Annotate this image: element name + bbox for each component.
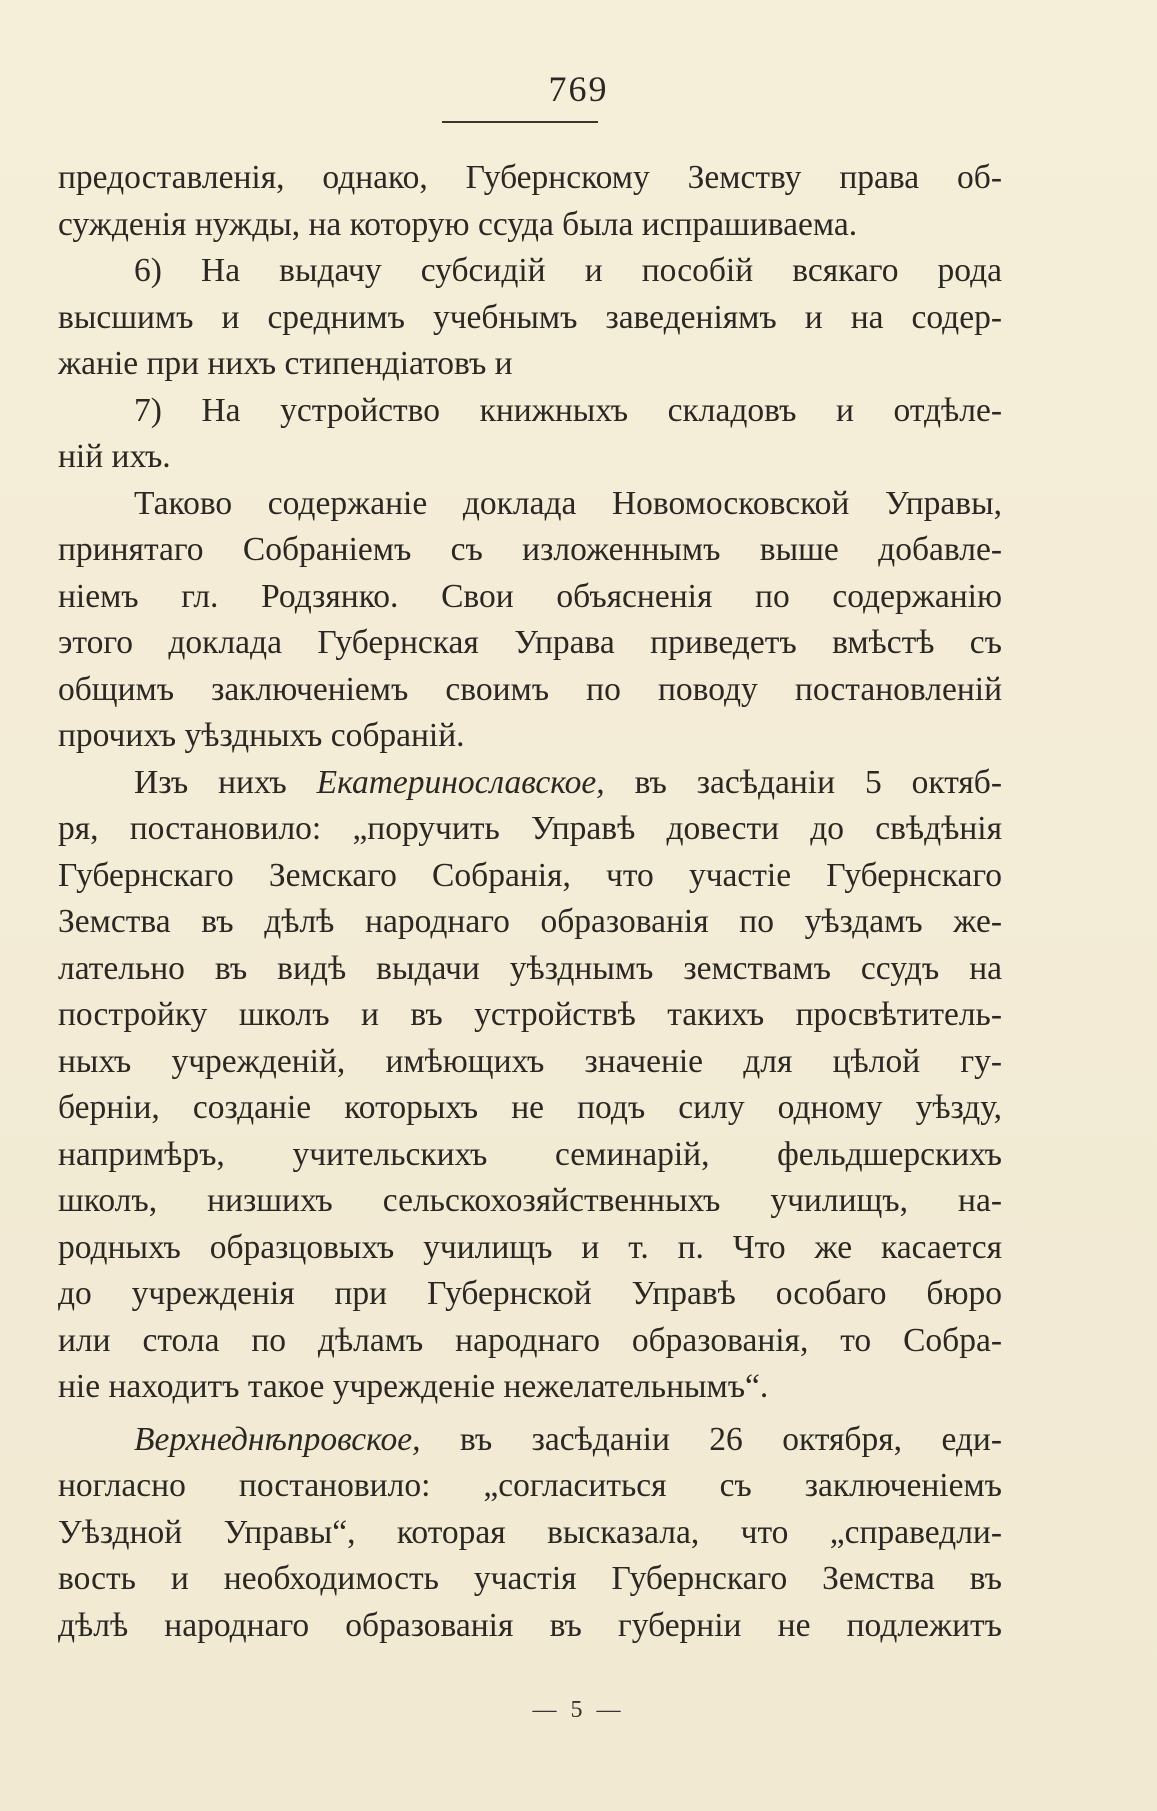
text-line: Уѣздной Управы“, которая высказала, что „справедли- — [58, 1513, 1002, 1551]
text-line: общимъ заключеніемъ своимъ по поводу постановленій — [58, 670, 1002, 708]
emphasis-district-name: Верхнеднѣпровское, — [134, 1420, 421, 1458]
text-line: дѣлѣ народнаго образованія въ губерніи не подлежитъ — [58, 1606, 1002, 1644]
text-line: прочихъ уѣздныхъ собраній. — [58, 717, 465, 754]
text-run: Изъ нихъ — [134, 763, 287, 801]
text-line: Губернскаго Земскаго Собранія, что участіе Губернскаго — [58, 856, 1002, 894]
text-line: постройку школъ и въ устройствѣ такихъ просвѣтитель- — [58, 996, 1002, 1033]
text-line: вость и необходимость участія Губернскаго Земства въ — [58, 1560, 1002, 1597]
header-rule — [442, 121, 598, 123]
text-line: ногласно постановило: „согласиться съ заключеніемъ — [58, 1467, 1002, 1504]
text-line: жаніе при нихъ стипендіатовъ и — [58, 345, 513, 382]
text-line — [58, 760, 1002, 807]
text-line: предоставленія, однако, Губернскому Земству права об- — [58, 159, 1002, 196]
text-line: родныхъ образцовыхъ училищъ и т. п. Что же касается — [58, 1228, 1002, 1266]
signature-mark: — 5 — — [532, 1697, 625, 1723]
page-number: 769 — [548, 69, 609, 109]
text-line — [58, 1417, 1002, 1464]
text-line: 7) На устройство книжныхъ складовъ и отдѣле- — [134, 391, 1002, 429]
text-line: лательно въ видѣ выдачи уѣзднымъ земствамъ ссудъ на — [58, 949, 1002, 987]
text-line: ря, постановило: „поручить Управѣ довести до свѣдѣнія — [58, 810, 1002, 847]
text-line: школъ, низшихъ сельскохозяйственныхъ училищъ, на- — [58, 1182, 1002, 1219]
text-line: ніе находитъ такое учрежденіе нежелательнымъ“. — [58, 1368, 769, 1405]
emphasis-district-name: Екатеринославское, — [316, 763, 605, 801]
text-line: принятаго Собраніемъ съ изложеннымъ выше добавле- — [58, 531, 1002, 568]
text-line: Таково содержаніе доклада Новомосковской Управы, — [134, 484, 1002, 522]
body-text — [58, 155, 1002, 1649]
text-line: 6) На выдачу субсидій и пособій всякаго рода — [134, 252, 1002, 289]
text-line: до учрежденія при Губернской Управѣ особаго бюро — [58, 1275, 1002, 1312]
text-line: Земства въ дѣлѣ народнаго образованія по уѣздамъ же- — [58, 903, 1002, 940]
text-line: напримѣръ, учительскихъ семинарій, фельдшерскихъ — [58, 1135, 1002, 1173]
text-line: ній ихъ. — [58, 438, 171, 475]
text-line: этого доклада Губернская Управа приведетъ вмѣстѣ съ — [58, 624, 1002, 661]
text-run: въ засѣданіи 5 октяб- — [634, 763, 1003, 801]
text-line: ніемъ гл. Родзянко. Свои объясненія по содержанію — [58, 577, 1002, 615]
page-header — [0, 68, 1157, 110]
text-line: или стола по дѣламъ народнаго образованія, то Собра- — [58, 1321, 1002, 1359]
text-line: высшимъ и среднимъ учебнымъ заведеніямъ и на содер- — [58, 298, 1002, 336]
text-line: ныхъ учрежденій, имѣющихъ значеніе для цѣлой гу- — [58, 1042, 1002, 1080]
text-run: въ засѣданіи 26 октября, еди- — [459, 1420, 1002, 1458]
text-line: берніи, созданіе которыхъ не подъ силу одному уѣзду, — [58, 1089, 1002, 1126]
text-line: сужденія нужды, на которую ссуда была испрашиваема. — [58, 205, 858, 243]
